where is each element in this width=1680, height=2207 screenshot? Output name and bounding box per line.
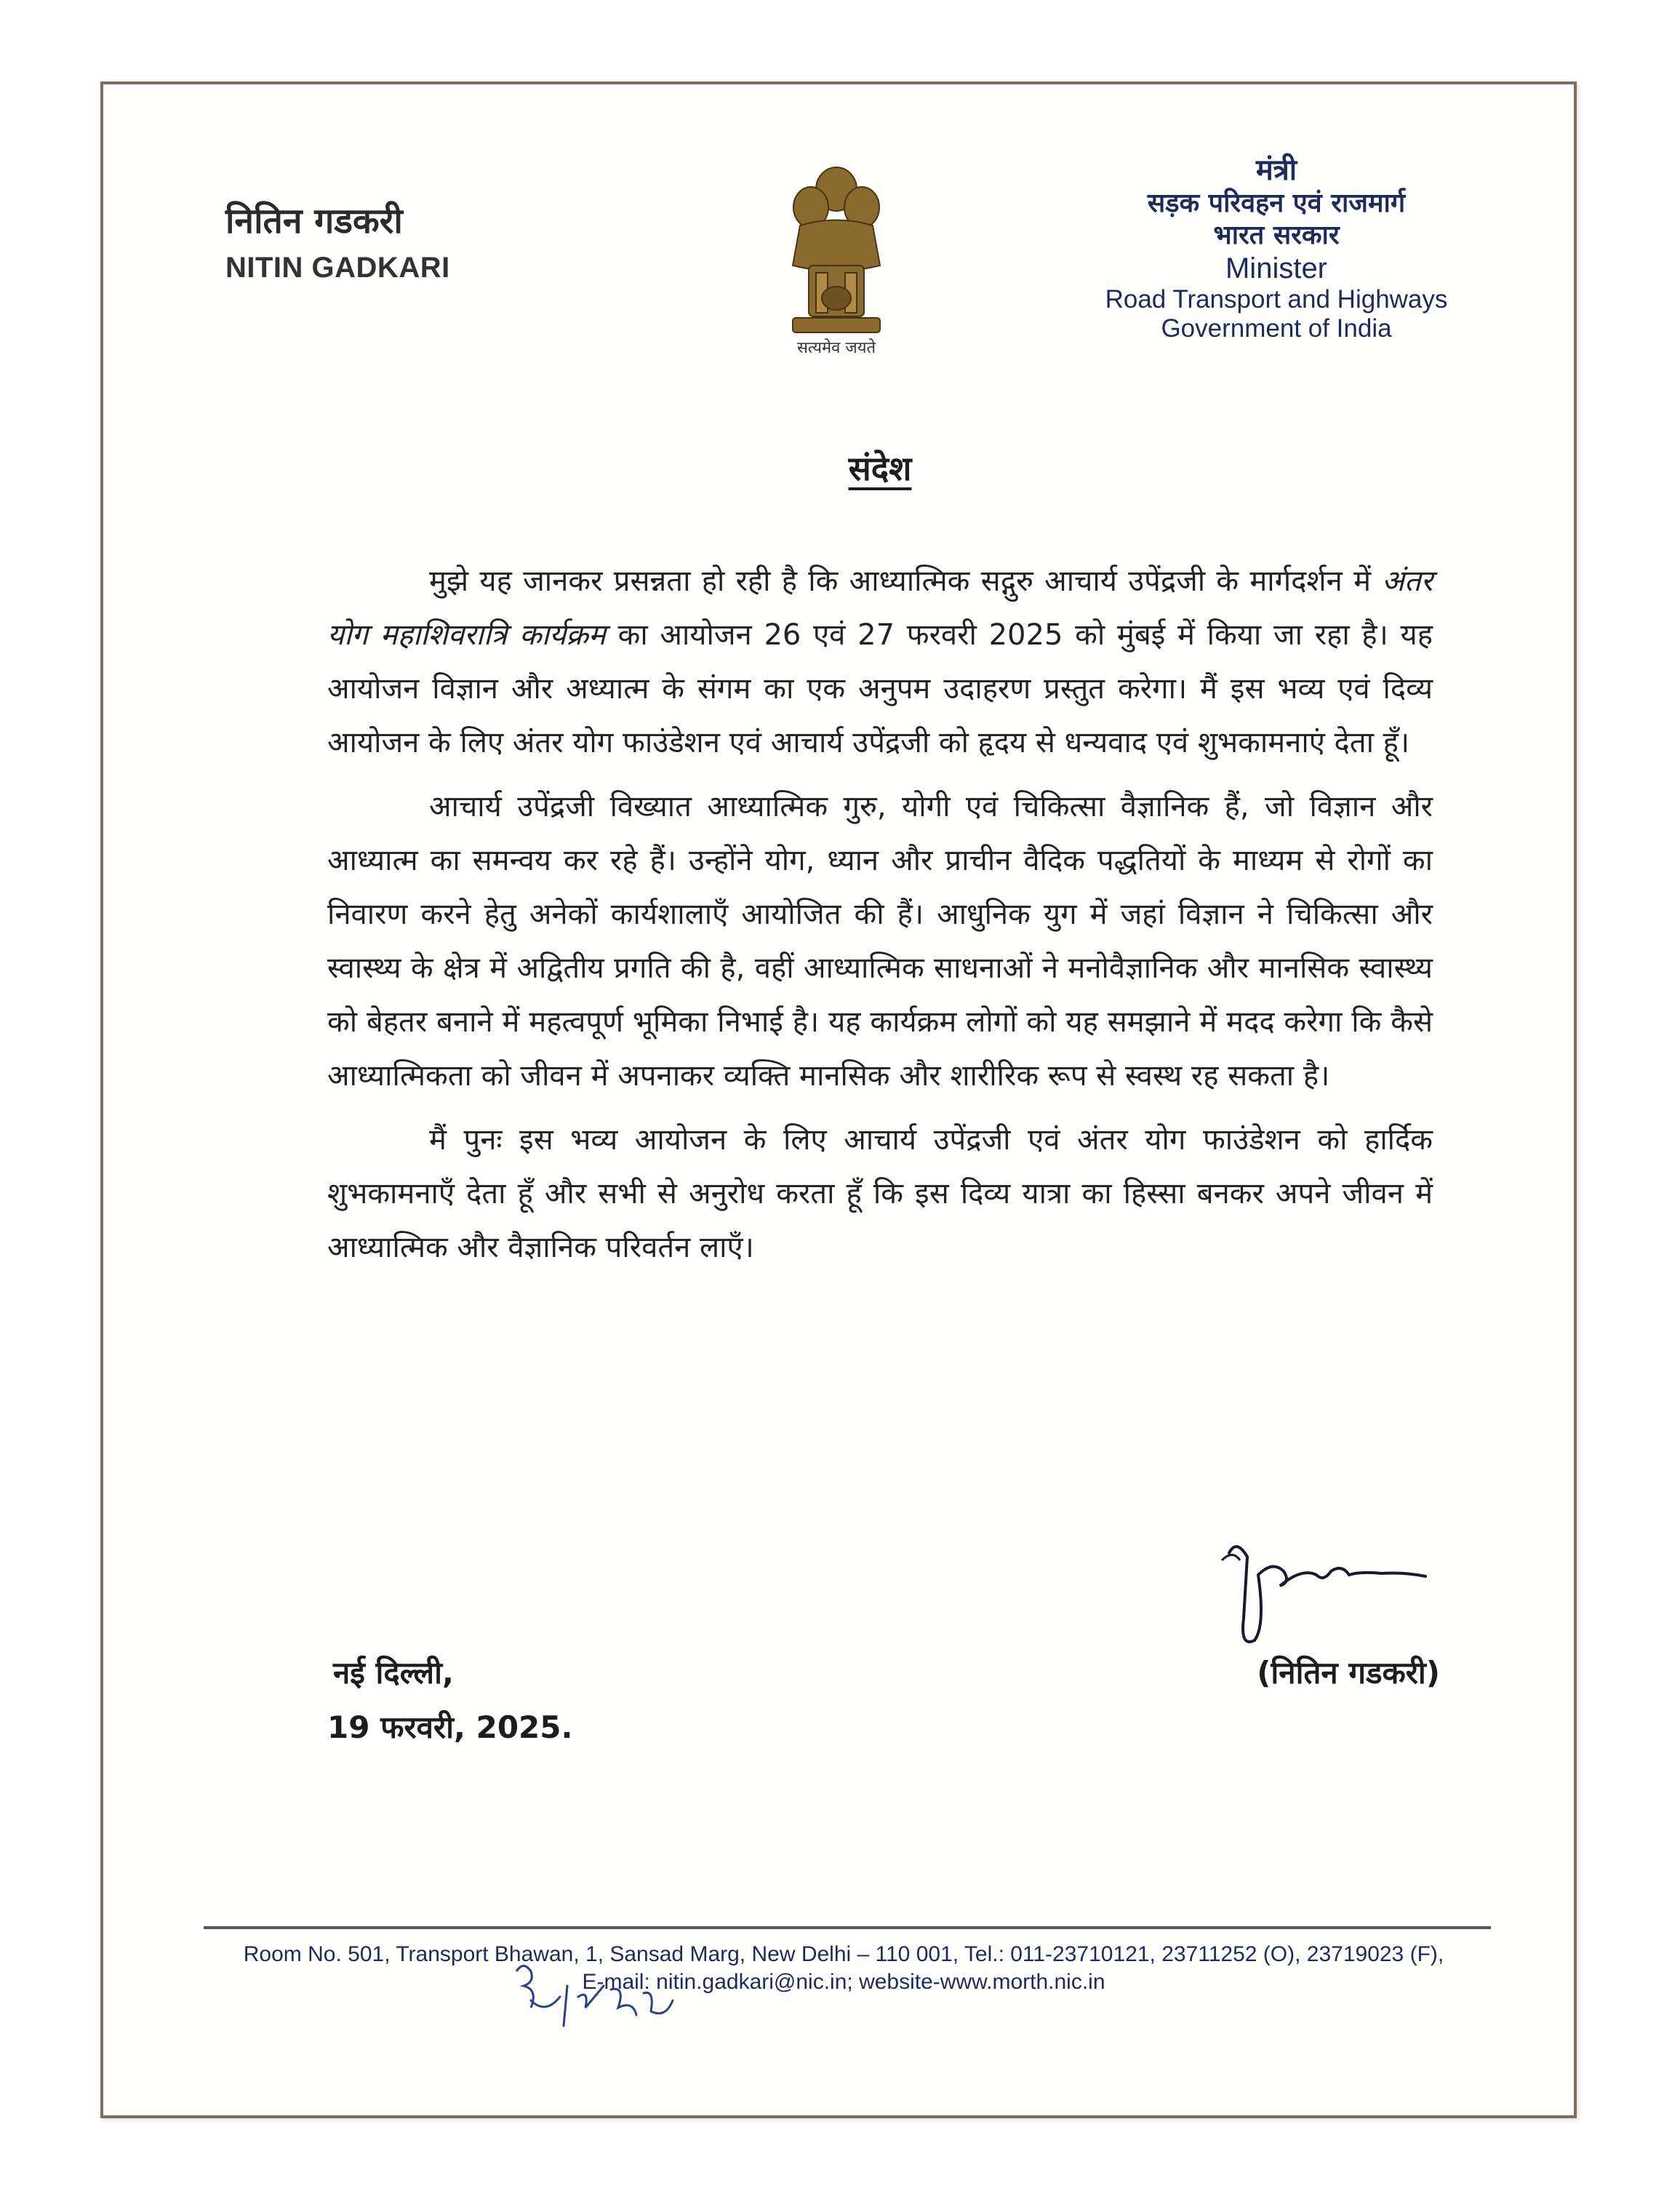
- signatory-name: (नितिन गडकरी): [1257, 1655, 1440, 1691]
- place: नई दिल्ली,: [333, 1655, 454, 1691]
- government-english: Government of India: [1161, 314, 1392, 343]
- designation-hindi: मंत्री: [1255, 153, 1297, 187]
- paragraph-1-start: मुझे यह जानकर प्रसन्नता हो रही है कि आध्यात्मिक सद्गुरु आचार्य उपेंद्रजी के मार्गदर्शन में: [429, 564, 1383, 598]
- minister-name-english: NITIN GADKARI: [225, 252, 450, 284]
- paragraph-1-end: का आयोजन 26 एवं 27 फरवरी 2025 को मुंबई में किया जा रहा है। यह आयोजन विज्ञान और अध्यात्म के संगम का एक अनुपम उदाहरण प्रस्तुत करेगा। मैं इस भव्य एवं दिव्य आयोजन के लिए अंतर योग फाउंडेशन एवं आचार्य उपेंद्रजी को हृदय से धन्यवाद एवं शुभकामनाएं देता हूँ।: [327, 618, 1433, 759]
- government-hindi: भारत सरकार: [1213, 220, 1340, 250]
- paragraph-2: आचार्य उपेंद्रजी विख्यात आध्यात्मिक गुरु, योगी एवं चिकित्सा वैज्ञानिक हैं, जो विज्ञान और आध्यात्म का समन्वय कर रहे हैं। उन्होंने योग, ध्यान और प्राचीन वैदिक पद्धतियों के माध्यम से रोगों का निवारण करने हेतु अनेकों कार्यशालाएँ आयोजित की हैं। आधुनिक युग में जहां विज्ञान ने चिकित्सा और स्वास्थ्य के क्षेत्र में अद्वितीय प्रगति की है, वहीं आध्यात्मिक साधनाओं ने मनोवैज्ञानिक और मानसिक स्वास्थ्य को बेहतर बनाने में महत्वपूर्ण भूमिका निभाई है। यह कार्यक्रम लोगों को यह समझाने में मदद करेगा कि कैसे आध्यात्मिकता को जीवन में अपनाकर व्यक्ति मानसिक और शारीरिक रूप से स्वस्थ रह सकता है।: [327, 790, 1433, 1093]
- paragraph-1: [327, 554, 1433, 770]
- letter-body: [327, 554, 1433, 1285]
- event-name: अंतर योग महाशिवरात्रि कार्यक्रम: [327, 564, 1433, 652]
- ministry-hindi: सड़क परिवहन एवं राजमार्ग: [1147, 188, 1406, 218]
- paragraph-3: मैं पुनः इस भव्य आयोजन के लिए आचार्य उपेंद्रजी एवं अंतर योग फाउंडेशन को हार्दिक शुभकामनाएँ देता हूँ और सभी से अनुरोध करता हूँ कि इस दिव्य यात्रा का हिस्सा बनकर अपने जीवन में आध्यात्मिक और वैज्ञानिक परिवर्तन लाएँ।: [327, 1123, 1433, 1264]
- ministry-english: Road Transport and Highways: [1105, 285, 1448, 314]
- state-emblem-icon: [771, 156, 902, 360]
- designation-english: Minister: [1225, 252, 1328, 284]
- footer-divider: [204, 1926, 1491, 1929]
- letterhead-designation: [1055, 153, 1498, 343]
- footer-contact: E-mail: nitin.gadkari@nic.in; website-www.morth.nic.in: [582, 1970, 1105, 1994]
- signature-icon: [1215, 1531, 1433, 1662]
- footer-address: Room No. 501, Transport Bhawan, 1, Sansad Marg, New Delhi – 110 001, Tel.: 011-23710121, 23711252 (O), 23719023 (F),: [243, 1942, 1444, 1966]
- letter-date: 19 फरवरी, 2025.: [327, 1709, 573, 1745]
- emblem-motto: सत्यमेव जयते: [796, 339, 876, 357]
- handwritten-note-icon: [509, 1957, 698, 2037]
- letter-heading: संदेश: [848, 449, 912, 488]
- minister-name-hindi: नितिन गडकरी: [225, 201, 403, 242]
